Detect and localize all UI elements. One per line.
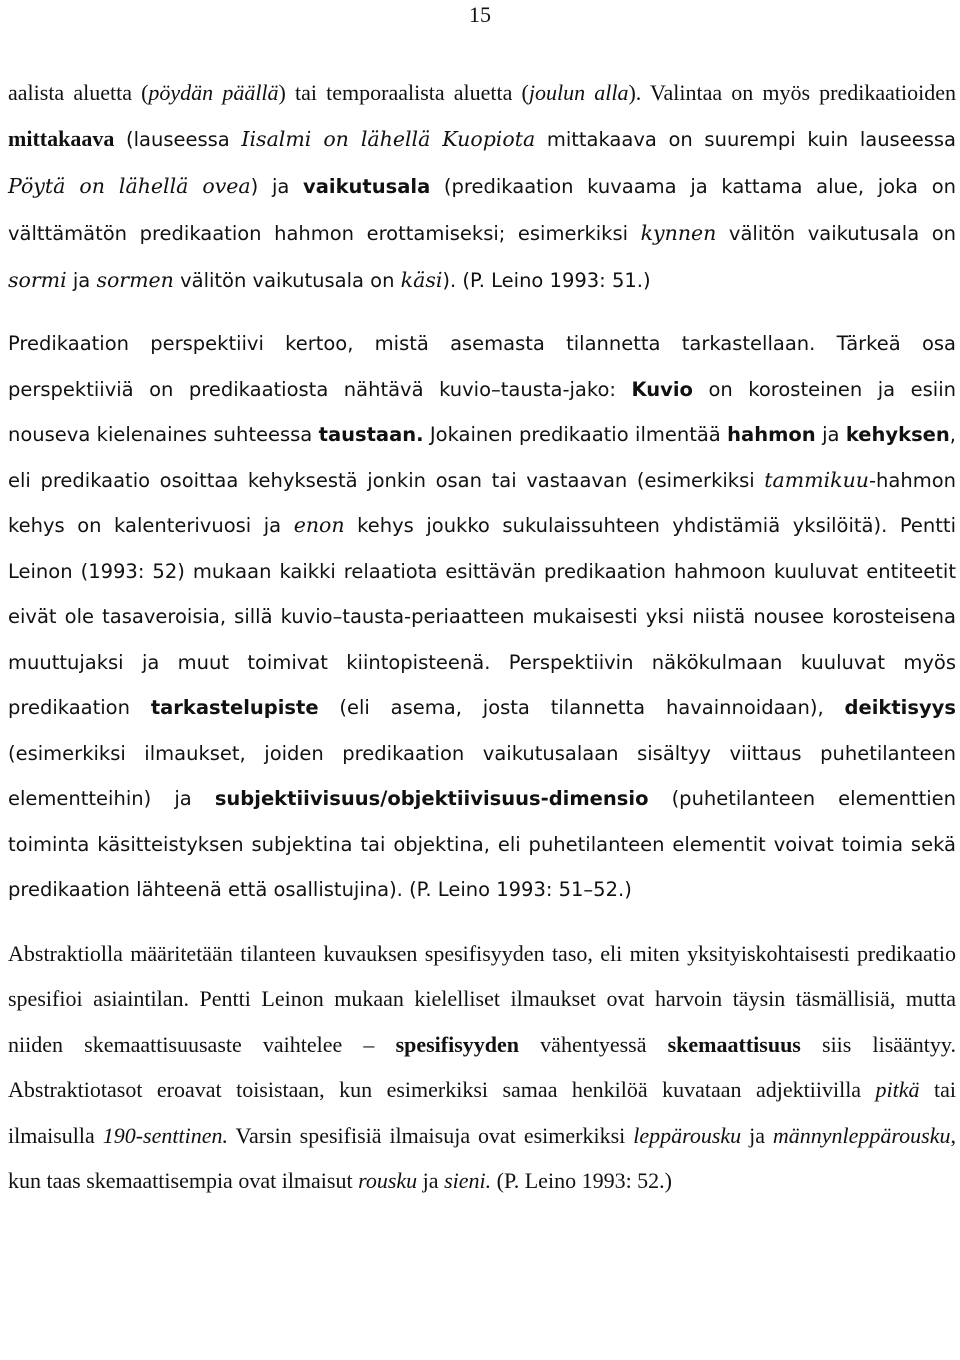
example-term: Iisalmi on lähellä Kuopiota [241, 127, 536, 151]
example-term: Pöytä on lähellä ovea [8, 174, 251, 198]
example-term: männynleppärousku [772, 1122, 951, 1148]
key-term: hahmon [727, 423, 816, 446]
key-term: tarkastelupiste [150, 696, 319, 719]
key-term: skemaattisuus [667, 1031, 801, 1057]
text-run: (puhetilanteen elementtien toiminta käsitteistyksen subjektina tai objektina, eli puhetilanteen elementit voivat toimia sekä predikaation lähteenä että osallistujina). (P. Leino 1993: 51–52.) [8, 787, 957, 901]
key-term: mittakaava [8, 126, 115, 151]
text-run: (lauseessa [114, 128, 242, 151]
text-run: ) tai temporaalista aluetta ( [278, 80, 529, 105]
text-run: siis lisääntyy. Abstraktiotasot eroavat toisistaan, kun esimerkiksi samaa henkilöä kuvataan adjektiivilla [8, 1031, 956, 1102]
key-term: deiktisyys [844, 696, 956, 719]
key-term: kehyksen [845, 423, 950, 446]
text-run: kehys joukko sukulaissuhteen yhdistämiä yksilöitä). Pentti Leinon (1993: 52) mukaan kaikki relaatiota esittävän predikaation hahmoon kuuluvat entiteetit eivät ole tasaveroisia, sillä kuvio–tausta-periaatteen mukaisesti yksi niistä nousee korosteisena muuttujaksi ja muut toimivat kiintopisteenä. Perspektiivin näkökulmaan kuuluvat myös predikaation [8, 514, 956, 719]
example-term: pitkä [875, 1077, 920, 1102]
key-term: subjektiivisuus/objektiivisuus-dimensio [214, 787, 649, 810]
key-term: spesifisyyden [395, 1031, 520, 1057]
text-run: -hahmon kehys on kalenterivuosi ja [8, 468, 956, 537]
example-term: sormi [8, 268, 67, 292]
text-run: tai ilmaisulla [8, 1077, 956, 1148]
example-term: sieni. [444, 1168, 492, 1193]
text-run: ja [417, 1168, 445, 1193]
example-term: käsi [400, 268, 443, 292]
example-term: joulun alla [528, 80, 629, 105]
example-term: tammikuu [764, 467, 869, 492]
text-run: ja [741, 1122, 773, 1148]
paragraph-abstraction [8, 931, 956, 1204]
text-run: (eli asema, josta tilannetta havainnoidaan), [318, 696, 845, 719]
page-number: 15 [469, 2, 491, 27]
text-run: Varsin spesifisiä ilmaisuja ovat esimerkiksi [227, 1122, 634, 1148]
text-run: ). (P. Leino 1993: 51.) [442, 269, 651, 292]
text-run: ja [66, 269, 97, 292]
text-run: mittakaava on suurempi kuin lauseessa [535, 128, 956, 151]
example-term: rousku [358, 1168, 418, 1193]
example-term: 190-senttinen. [102, 1122, 228, 1148]
text-run: ) ja [250, 175, 304, 198]
key-term: taustaan. [318, 423, 424, 446]
example-term: pöydän päällä [148, 80, 279, 105]
example-term: kynnen [640, 221, 717, 245]
text-run: aalista aluetta ( [8, 80, 149, 105]
text-run: Predikaation perspektiivi kertoo, mistä asemasta tilannetta tarkastellaan. Tärkeä osa perspektiiviä on predikaatiosta nähtävä kuvio–tausta-jako: [8, 332, 956, 401]
text-run: välitön vaikutusala on [716, 222, 956, 245]
text-run: on korosteinen ja esiin nouseva kielenaines suhteessa [8, 377, 956, 446]
paragraph-perspective [8, 321, 956, 913]
paragraph-scale-and-scope [8, 70, 956, 304]
text-run: vähentyessä [519, 1031, 668, 1057]
example-term: sormen [96, 268, 174, 292]
example-term: enon [293, 513, 345, 537]
text-run: välitön vaikutusala on [173, 269, 401, 292]
text-run: , eli predikaatio osoittaa kehyksestä jonkin osan tai vastaavan (esimerkiksi [8, 423, 956, 492]
text-run: ja [815, 423, 846, 446]
text-run: Abstraktiolla määritetään tilanteen kuvauksen spesifisyyden taso, eli miten yksityiskohtaisesti predikaatio spesifioi asiaintilan. Pentti Leinon mukaan kielelliset ilmaukset ovat harvoin täysin täsmällisiä, mutta niiden skemaattisuusaste vaihtelee – [8, 940, 956, 1057]
document-body [8, 70, 956, 1204]
text-run: (P. Leino 1993: 52.) [491, 1168, 673, 1193]
text-run: , kun taas skemaattisempia ovat ilmaisut [8, 1122, 957, 1193]
text-run: (predikaation kuvaama ja kattama alue, joka on välttämätön predikaation hahmon erottamiseksi; esimerkiksi [8, 175, 956, 245]
text-run: ). Valintaa on myös predikaatioiden [628, 80, 956, 105]
key-term: Kuvio [631, 377, 693, 401]
text-run: Jokainen predikaatio ilmentää [423, 423, 728, 446]
key-term: vaikutusala [303, 175, 431, 198]
example-term: leppärousku [633, 1122, 742, 1148]
text-run: (esimerkiksi ilmaukset, joiden predikaation vaikutusalaan sisältyy viittaus puhetilanteen elementteihin) ja [8, 741, 956, 810]
